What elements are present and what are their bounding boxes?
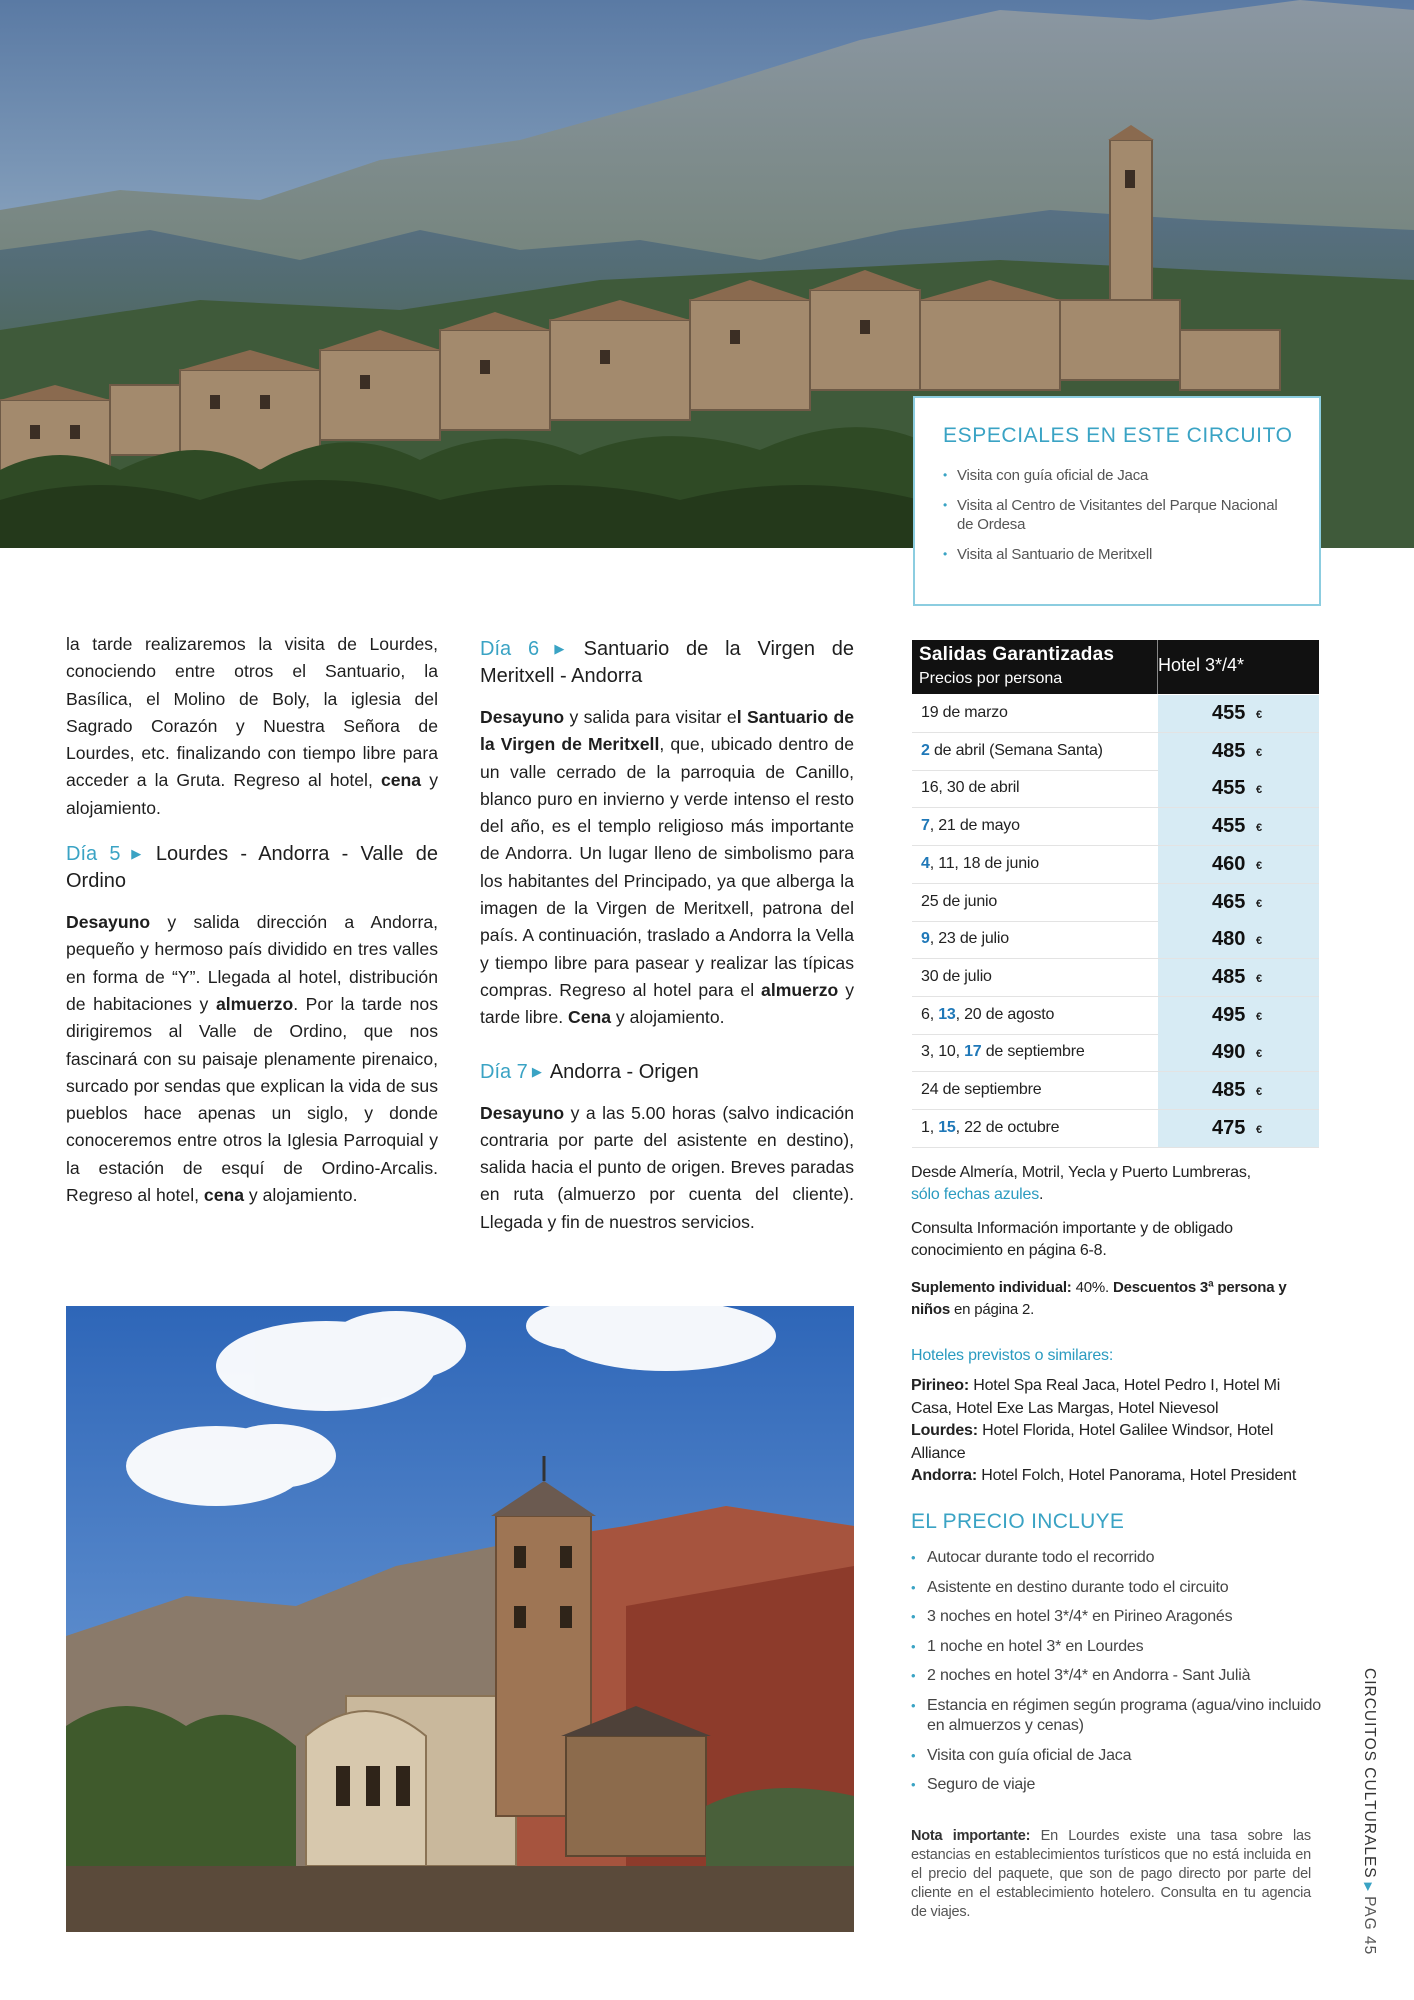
- table-row: [912, 808, 1319, 846]
- departure-date: 19 de marzo: [921, 704, 1008, 721]
- price-cell: 460 €: [1158, 846, 1319, 883]
- list-item: • 2 noches en hotel 3*/4* en Andorra - Sant Julià: [911, 1666, 1321, 1686]
- departure-date: 1, 15, 22 de octubre: [921, 1118, 1060, 1136]
- page-number: PAG 45: [1361, 1896, 1378, 1956]
- list-item: • Seguro de viaje: [911, 1775, 1321, 1795]
- table-row: [912, 959, 1319, 997]
- prices-title: Salidas Garantizadas: [919, 644, 1115, 665]
- hoteles-list: Pirineo: Hotel Spa Real Jaca, Hotel Pedro I, Hotel Mi Casa, Hotel Exe Las Margas, Hotel Nievesol Lourdes: Hotel Florida, Hotel Galilee Windsor, Hotel Alliance Andorra: Hotel Folch, Hotel Panorama, Hotel President: [911, 1377, 1297, 1484]
- table-row: [912, 884, 1319, 922]
- departure-date: 7, 21 de mayo: [921, 817, 1020, 835]
- incluye-list: [911, 1548, 1321, 1805]
- price-cell: 455 €: [1158, 770, 1319, 807]
- day7-heading: Día 7 ▶ Andorra - Origen: [480, 1060, 699, 1083]
- price-cell: 495 €: [1158, 997, 1319, 1034]
- day7-text: Desayuno y a las 5.00 horas (salvo indicación contraria por parte del asistente en destino), salida hacia el punto de origen. Breves paradas en ruta (almuerzo por cuenta del cliente). Llegada y fin de nuestros servicios.: [480, 1102, 854, 1232]
- table-row: [912, 997, 1319, 1035]
- day6-text: Desayuno y salida para visitar el Santuario de la Virgen de Meritxell, que, ubicado dentro de un valle cerrado de la parroquia de Canillo, blanco puro en invierno y verde intenso el resto del año, es el templo religioso más importante de Andorra. Un lugar lleno de simbolismo para los habitantes del Principado, ya que alberga la imagen de la Virgen de Meritxell, patrona del país. A continuación, traslado a Andorra la Vella y tiempo libre para pasear y realizar las típicas compras. Regreso al hotel para el almuerzo y tarde libre. Cena y alojamiento.: [480, 707, 854, 1028]
- suplemento-note: Suplemento individual: 40%. Descuentos 3ª persona y niños en página 2.: [911, 1279, 1287, 1318]
- text-column-1: [66, 631, 438, 1227]
- arrow-right-icon: ▶: [531, 1063, 542, 1079]
- list-item: • 1 noche en hotel 3* en Lourdes: [911, 1637, 1321, 1657]
- price-cell: 475 €: [1158, 1110, 1319, 1147]
- prices-header: [912, 640, 1319, 694]
- list-item: • Visita con guía oficial de Jaca: [943, 466, 1295, 485]
- list-item: • Asistente en destino durante todo el circuito: [911, 1578, 1321, 1598]
- price-cell: 490 €: [1158, 1034, 1319, 1071]
- price-cell: 480 €: [1158, 921, 1319, 958]
- table-row: [912, 695, 1319, 733]
- table-row: [912, 1072, 1319, 1110]
- table-row: [912, 1034, 1319, 1072]
- list-item: • Visita al Santuario de Meritxell: [943, 545, 1295, 564]
- side-section-label: [1358, 1668, 1382, 1956]
- especiales-list: [943, 466, 1295, 564]
- departure-date: 6, 13, 20 de agosto: [921, 1005, 1055, 1023]
- consulta-note: Consulta Información importante y de obligado conocimiento en página 6-8.: [911, 1220, 1233, 1259]
- departure-date: 30 de julio: [921, 967, 992, 985]
- price-cell: 485 €: [1158, 959, 1319, 996]
- arrow-right-icon: ▶: [124, 846, 148, 862]
- price-cell: 455 €: [1158, 695, 1319, 732]
- table-row: [912, 1110, 1319, 1148]
- especiales-box: [913, 396, 1321, 606]
- list-item: • Estancia en régimen según programa (agua/vino incluido en almuerzos y cenas): [911, 1696, 1321, 1736]
- desde-note: Desde Almería, Motril, Yecla y Puerto Lumbreras, sólo fechas azules.: [911, 1164, 1251, 1203]
- departure-date: 24 de septiembre: [921, 1081, 1042, 1098]
- departure-date: 9, 23 de julio: [921, 930, 1009, 948]
- day5-heading: Día 5 ▶ Lourdes - Andorra - Valle de Ordino: [66, 843, 438, 893]
- day5-text: Desayuno y salida dirección a Andorra, pequeño y hermoso país dividido en tres valles en forma de “Y”. Llegada al hotel, distribución de habitaciones y almuerzo. Por la tarde nos dirigiremos al Valle de Ordino, que nos fascinará con su paisaje plenamente pirenaico, surcado por sendas que explican la vida de sus pueblos hace apenas un siglo, y donde conoceremos entre otros la Iglesia Parroquial y la estación de esquí de Ordino-Arcalis. Regreso al hotel, cena y alojamiento.: [66, 912, 439, 1206]
- especiales-title: ESPECIALES EN ESTE CIRCUITO: [943, 424, 1293, 447]
- nota-importante: Nota importante: En Lourdes existe una tasa sobre las estancias en establecimientos turísticos que no está incluida en el precio del paquete, que son de pago directo por parte del cliente en el establecimiento hotelero. Consulta en tu agencia de viajes.: [911, 1828, 1311, 1920]
- hoteles-title: Hoteles previstos o similares:: [911, 1347, 1114, 1364]
- table-row: [912, 921, 1319, 959]
- table-row: [912, 846, 1319, 884]
- triangle-icon: ▶: [1362, 1882, 1374, 1893]
- list-item: • Visita al Centro de Visitantes del Parque Nacional de Ordesa: [943, 496, 1295, 534]
- church-photo: [66, 1306, 854, 1932]
- day4-continuation: la tarde realizaremos la visita de Lourdes, conociendo entre otros el Santuario, la Basílica, el Molino de Boly, la iglesia del Sagrado Corazón y Nuestra Señora de Lourdes, etc. finalizando con tiempo libre para acceder a la Gruta. Regreso al hotel, cena y alojamiento.: [66, 634, 439, 818]
- table-row: [912, 770, 1319, 808]
- price-cell: 485 €: [1158, 733, 1319, 770]
- departure-date: 25 de junio: [921, 892, 998, 910]
- departure-date: 2 de abril (Semana Santa): [921, 741, 1103, 759]
- list-item: • Visita con guía oficial de Jaca: [911, 1746, 1321, 1766]
- arrow-right-icon: ▶: [543, 641, 576, 656]
- incluye-title: EL PRECIO INCLUYE: [911, 1510, 1125, 1533]
- prices-subtitle: Precios por persona: [919, 670, 1063, 687]
- price-cell: 485 €: [1158, 1072, 1319, 1109]
- prices-column-header: Hotel 3*/4*: [1158, 655, 1245, 675]
- price-cell: 455 €: [1158, 808, 1319, 845]
- list-item: • Autocar durante todo el recorrido: [911, 1548, 1321, 1568]
- table-row: [912, 733, 1319, 771]
- departure-date: 4, 11, 18 de junio: [921, 854, 1039, 872]
- list-item: • 3 noches en hotel 3*/4* en Pirineo Aragonés: [911, 1607, 1321, 1627]
- price-cell: 465 €: [1158, 884, 1319, 921]
- text-column-2: [480, 635, 854, 1254]
- day6-heading: Día 6 ▶ Santuario de la Virgen de Meritxell - Andorra: [480, 638, 855, 687]
- departure-date: 16, 30 de abril: [921, 779, 1020, 797]
- section-label: CIRCUITOS CULTURALES: [1361, 1668, 1378, 1879]
- departure-date: 3, 10, 17 de septiembre: [921, 1043, 1085, 1061]
